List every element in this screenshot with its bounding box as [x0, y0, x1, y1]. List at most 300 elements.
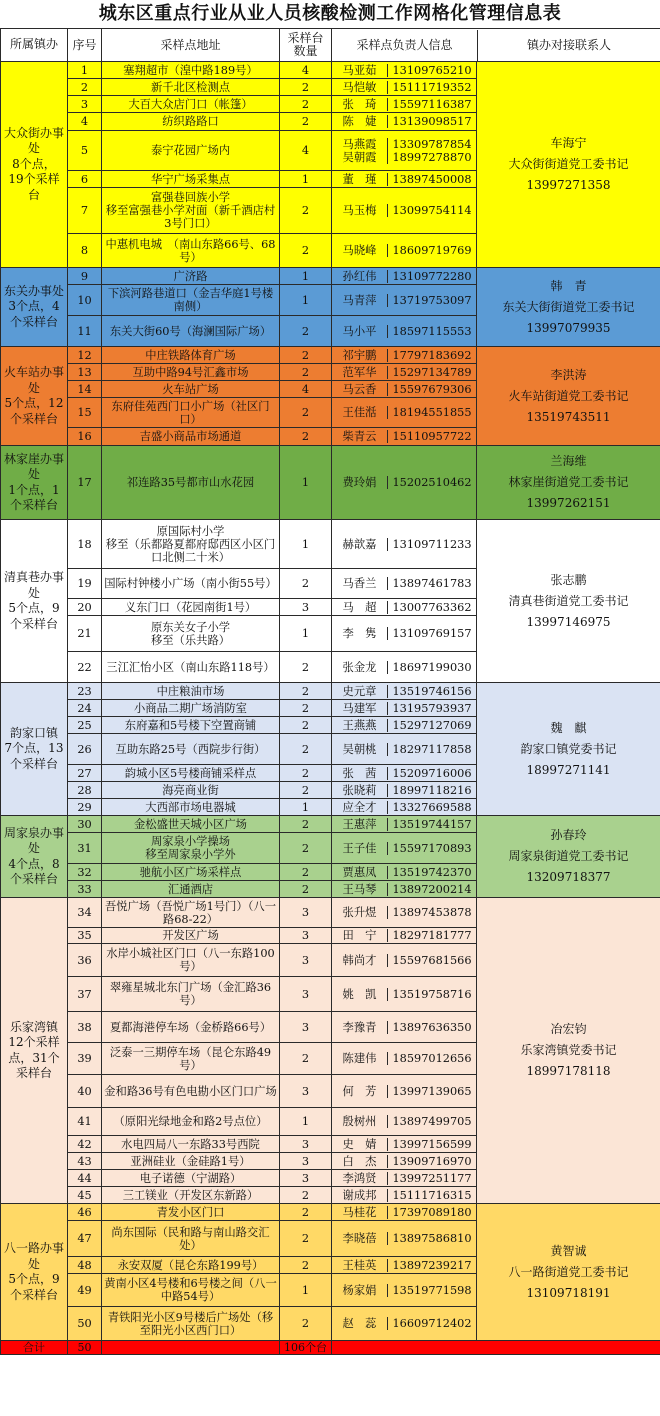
address-cell: 中惠机电城 （南山东路66号、68号） — [102, 234, 280, 268]
count-cell: 3 — [280, 1153, 332, 1170]
seq-cell: 8 — [68, 234, 102, 268]
seq-cell: 17 — [68, 446, 102, 520]
seq-cell: 31 — [68, 833, 102, 864]
contact-cell — [332, 131, 477, 171]
contact-name: 赵 蕊 — [332, 1317, 388, 1330]
contact-cell — [332, 381, 477, 398]
count-cell: 3 — [280, 977, 332, 1012]
contact-phone: 18194551855 — [392, 406, 472, 419]
header-count: 采样台数量 — [280, 29, 332, 62]
contact-cell — [332, 1221, 477, 1257]
contact-name: 张 茜 — [332, 767, 388, 780]
liaison-title: 乐家湾镇党委书记 — [520, 1043, 617, 1057]
count-cell: 2 — [280, 1043, 332, 1075]
address-cell: 永安双厦（昆仑东路199号） — [102, 1257, 280, 1274]
liaison-cell — [477, 1204, 660, 1341]
seq-cell: 43 — [68, 1153, 102, 1170]
liaison-cell — [477, 347, 660, 446]
count-cell: 2 — [280, 96, 332, 113]
header-row — [1, 29, 660, 62]
address-cell: 下滨河路巷道口（金吉华庭1号楼南侧） — [102, 285, 280, 316]
address-cell: 汇通酒店 — [102, 881, 280, 898]
count-cell: 2 — [280, 864, 332, 881]
count-cell: 1 — [280, 268, 332, 285]
contact-name: 马亚茹 — [332, 64, 388, 77]
liaison-title: 韵家口镇党委书记 — [520, 741, 617, 756]
seq-cell: 23 — [68, 683, 102, 700]
contact-phone: 13109769157 — [392, 627, 472, 640]
count-cell: 3 — [280, 1075, 332, 1108]
contact-cell — [332, 881, 477, 898]
contact-phone: 13897450008 — [392, 172, 472, 186]
address-cell: 金松盛世天城小区广场 — [102, 816, 280, 833]
contact-name: 张金龙 — [332, 661, 388, 674]
contact-cell — [332, 700, 477, 717]
contact-phone: 18697199030 — [392, 660, 472, 674]
seq-cell: 39 — [68, 1043, 102, 1075]
contact-name: 马玉梅 — [332, 204, 388, 217]
seq-cell: 30 — [68, 816, 102, 833]
count-cell: 2 — [280, 1204, 332, 1221]
address-cell: 三工镁业（开发区东新路） — [102, 1187, 280, 1204]
contact-cell — [332, 62, 477, 79]
liaison-phone: 13997146975 — [526, 614, 611, 629]
contact-phone: 18597012656 — [392, 1052, 472, 1065]
address-cell: 火车站广场 — [102, 381, 280, 398]
liaison-title: 周家泉街道党工委书记 — [508, 849, 629, 863]
header-address: 采样点地址 — [102, 29, 280, 62]
address-cell: 青铁阳光小区9号楼后广场处（移至阳光小区西门口） — [102, 1307, 280, 1341]
contact-phone: 15597679306 — [392, 382, 472, 396]
contact-phone: 13007763362 — [392, 600, 472, 614]
contact-cell — [332, 347, 477, 364]
total-seq: 50 — [68, 1341, 102, 1355]
contact-phone: 17797183692 — [392, 348, 472, 362]
liaison-phone: 18997271141 — [526, 762, 611, 777]
contact-name: 马桂花 — [332, 1206, 388, 1219]
address-cell: 夏都海港停车场（金桥路66号） — [102, 1012, 280, 1043]
seq-cell: 29 — [68, 799, 102, 816]
contact-cell — [332, 898, 477, 928]
seq-cell: 5 — [68, 131, 102, 171]
total-row — [1, 1341, 660, 1355]
seq-cell: 33 — [68, 881, 102, 898]
address-cell: 翠雍星城北东门广场（金汇路36号） — [102, 977, 280, 1012]
contact-cell — [332, 428, 477, 446]
address-cell: 华宁广场采集点 — [102, 171, 280, 188]
seq-cell: 18 — [68, 520, 102, 569]
contact-name: 李晓蓓 — [332, 1232, 388, 1245]
contact-phone: 13909716970 — [392, 1154, 472, 1168]
contact-name: 马 超 — [332, 601, 388, 614]
count-cell: 3 — [280, 898, 332, 928]
contact-name: 马小平 — [332, 325, 388, 338]
count-cell: 2 — [280, 364, 332, 381]
office-cell: 东关办事处 3个点，4个采样台 — [1, 268, 68, 347]
contact-phone: 16609712402 — [392, 1317, 472, 1330]
seq-cell: 25 — [68, 717, 102, 734]
contact-name: 柴青云 — [332, 430, 388, 443]
count-cell: 2 — [280, 816, 332, 833]
contact-cell — [332, 171, 477, 188]
contact-cell — [332, 398, 477, 428]
office-cell: 清真巷办事处 5个点，9个采样台 — [1, 520, 68, 683]
count-cell: 2 — [280, 765, 332, 782]
table-row — [1, 898, 660, 928]
address-cell: 互助中路94号汇鑫市场 — [102, 364, 280, 381]
seq-cell: 50 — [68, 1307, 102, 1341]
address-cell: 三江汇怡小区（南山东路118号） — [102, 652, 280, 683]
seq-cell: 9 — [68, 268, 102, 285]
liaison-phone: 13519743511 — [526, 409, 611, 424]
office-cell: 林家崖办事处 1个点，1个采样台 — [1, 446, 68, 520]
liaison-cell — [477, 683, 660, 816]
address-cell: 东关大街60号（海澜国际广场） — [102, 316, 280, 347]
contact-name: 范军华 — [332, 366, 388, 379]
seq-cell: 27 — [68, 765, 102, 782]
count-cell: 4 — [280, 381, 332, 398]
seq-cell: 42 — [68, 1136, 102, 1153]
contact-name: 王燕燕 — [332, 719, 388, 732]
seq-cell: 22 — [68, 652, 102, 683]
count-cell: 1 — [280, 446, 332, 520]
address-cell: 东府佳苑西门口小广场（社区门口） — [102, 398, 280, 428]
seq-cell: 20 — [68, 599, 102, 616]
total-count: 106个台 — [280, 1341, 332, 1355]
count-cell: 2 — [280, 1221, 332, 1257]
address-cell: 义东门口（花园南街1号） — [102, 599, 280, 616]
contact-cell — [332, 188, 477, 234]
contact-name: 董 瑾 — [332, 173, 388, 186]
contact-name: 马建军 — [332, 702, 388, 715]
address-cell: 开发区广场 — [102, 928, 280, 944]
address-cell: 大西部市场电器城 — [102, 799, 280, 816]
count-cell: 2 — [280, 683, 332, 700]
contact-name: 张晓莉 — [332, 784, 388, 797]
seq-cell: 2 — [68, 79, 102, 96]
contact-cell — [332, 1153, 477, 1170]
count-cell: 1 — [280, 1274, 332, 1307]
contact-phone: 17397089180 — [392, 1205, 472, 1219]
count-cell: 3 — [280, 944, 332, 977]
contact-name: 陈 婕 — [332, 115, 388, 128]
table-row — [1, 62, 660, 79]
seq-cell: 19 — [68, 569, 102, 599]
contact-phone: 13897586810 — [392, 1232, 472, 1245]
address-cell: 韵城小区5号楼商铺采样点 — [102, 765, 280, 782]
contact-phone: 13099754114 — [392, 204, 472, 217]
contact-cell — [332, 1012, 477, 1043]
seq-cell: 6 — [68, 171, 102, 188]
contact-cell — [332, 816, 477, 833]
address-cell: 吾悦广场（吾悦广场1号门）（八一路68-22） — [102, 898, 280, 928]
address-cell: 原东关女子小学 移至（乐共路） — [102, 616, 280, 652]
contact-phone: 15597116387 — [392, 97, 472, 111]
contact-phone: 15202510462 — [392, 476, 472, 489]
count-cell: 2 — [280, 398, 332, 428]
contact-name: 马香兰 — [332, 577, 388, 590]
count-cell: 2 — [280, 717, 332, 734]
liaison-name: 冶宏钧 — [550, 1022, 587, 1036]
count-cell: 1 — [280, 616, 332, 652]
contact-phone: 13519746156 — [392, 684, 472, 698]
count-cell: 2 — [280, 782, 332, 799]
contact-cell — [332, 977, 477, 1012]
seq-cell: 48 — [68, 1257, 102, 1274]
address-cell: 金和路36号有色电勘小区门口广场 — [102, 1075, 280, 1108]
contact-name: 李豫青 — [332, 1021, 388, 1034]
seq-cell: 1 — [68, 62, 102, 79]
seq-cell: 34 — [68, 898, 102, 928]
contact-name: 孙红伟 — [332, 270, 388, 283]
total-label: 合计 — [1, 1341, 68, 1355]
count-cell: 2 — [280, 79, 332, 96]
contact-name: 杨家娟 — [332, 1284, 388, 1297]
count-cell: 4 — [280, 131, 332, 171]
liaison-cell — [477, 268, 660, 347]
seq-cell: 47 — [68, 1221, 102, 1257]
contact-phone: 15297127069 — [392, 718, 472, 732]
seq-cell: 26 — [68, 734, 102, 765]
address-cell: 泰宁花园广场内 — [102, 131, 280, 171]
address-cell: 青发小区门口 — [102, 1204, 280, 1221]
liaison-name: 魏 麒 — [550, 720, 587, 735]
contact-name: 王惠萍 — [332, 818, 388, 831]
info-table — [0, 28, 660, 1355]
contact-phone: 13309787854 18997278870 — [392, 137, 472, 164]
contact-cell — [332, 683, 477, 700]
liaison-name: 韩 青 — [550, 278, 587, 293]
address-cell: 尚东国际（民和路与南山路交汇处） — [102, 1221, 280, 1257]
seq-cell: 35 — [68, 928, 102, 944]
liaison-name: 车海宁 — [550, 136, 587, 150]
contact-name: 吴朝桃 — [332, 743, 388, 756]
contact-cell — [332, 799, 477, 816]
seq-cell: 36 — [68, 944, 102, 977]
contact-name: 史 婧 — [332, 1138, 388, 1151]
liaison-cell — [477, 898, 660, 1204]
address-cell: 中庄粮油市场 — [102, 683, 280, 700]
contact-phone: 13195793937 — [392, 701, 472, 715]
contact-name: 李 隽 — [332, 627, 388, 640]
address-cell: 驰航小区广场采样点 — [102, 864, 280, 881]
contact-name: 马青萍 — [332, 294, 388, 307]
contact-name: 马燕霞 吴朝霞 — [332, 138, 388, 164]
contact-cell — [332, 569, 477, 599]
contact-cell — [332, 96, 477, 113]
liaison-title: 林家崖街道党工委书记 — [508, 475, 629, 489]
seq-cell: 12 — [68, 347, 102, 364]
table-row — [1, 520, 660, 569]
contact-name: 谢成邦 — [332, 1189, 388, 1202]
address-cell: 大百大众店门口（帐篷） — [102, 96, 280, 113]
contact-cell — [332, 285, 477, 316]
count-cell: 2 — [280, 833, 332, 864]
contact-cell — [332, 79, 477, 96]
seq-cell: 49 — [68, 1274, 102, 1307]
contact-name: 王桂英 — [332, 1259, 388, 1272]
office-cell: 大众街办事处 8个点， 19个采样台 — [1, 62, 68, 268]
contact-cell — [332, 765, 477, 782]
contact-name: 史元章 — [332, 685, 388, 698]
contact-name: 贾惠凤 — [332, 866, 388, 879]
contact-cell — [332, 1170, 477, 1187]
contact-phone: 13109772280 — [392, 269, 472, 283]
contact-phone: 13109711233 — [392, 537, 472, 551]
count-cell: 2 — [280, 1257, 332, 1274]
liaison-name: 黄智诚 — [550, 1243, 587, 1258]
seq-cell: 46 — [68, 1204, 102, 1221]
address-cell: 国际村钟楼小广场（南小街55号） — [102, 569, 280, 599]
liaison-title: 大众街街道党工委书记 — [508, 157, 629, 171]
contact-name: 田 宁 — [332, 929, 388, 942]
contact-phone: 15597170893 — [392, 841, 472, 855]
contact-phone: 13897239217 — [392, 1258, 472, 1272]
table-row — [1, 816, 660, 833]
count-cell: 1 — [280, 520, 332, 569]
seq-cell: 4 — [68, 113, 102, 131]
seq-cell: 38 — [68, 1012, 102, 1043]
liaison-cell — [477, 62, 660, 268]
contact-cell — [332, 616, 477, 652]
seq-cell: 7 — [68, 188, 102, 234]
header-contact: 采样点负责人信息 — [332, 30, 478, 61]
table-row — [1, 683, 660, 700]
total-blank — [102, 1341, 280, 1355]
seq-cell: 16 — [68, 428, 102, 446]
contact-phone: 18597115553 — [392, 324, 472, 338]
contact-name: 费玲娟 — [332, 476, 388, 489]
contact-name: 韩尚才 — [332, 954, 388, 967]
contact-phone: 15111716315 — [392, 1188, 472, 1202]
address-cell: 亚洲硅业（金硅路1号） — [102, 1153, 280, 1170]
total-blank — [332, 1341, 660, 1355]
contact-phone: 13519758716 — [392, 987, 472, 1001]
contact-name: 白 杰 — [332, 1155, 388, 1168]
contact-cell — [332, 782, 477, 799]
address-cell: 东府嘉和5号楼下空置商铺 — [102, 717, 280, 734]
office-cell: 八一路办事处 5个点，9个采样台 — [1, 1204, 68, 1341]
contact-phone: 13897461783 — [392, 577, 472, 590]
count-cell: 1 — [280, 285, 332, 316]
contact-cell — [332, 1136, 477, 1153]
contact-cell — [332, 944, 477, 977]
seq-cell: 40 — [68, 1075, 102, 1108]
header-contact-liaison — [332, 29, 660, 62]
table-row — [1, 347, 660, 364]
contact-cell — [332, 717, 477, 734]
liaison-phone: 13109718191 — [526, 1285, 611, 1300]
seq-cell: 13 — [68, 364, 102, 381]
liaison-title: 东关大街街道党工委书记 — [502, 299, 635, 314]
contact-cell — [332, 1204, 477, 1221]
page-title: 城东区重点行业从业人员核酸检测工作网格化管理信息表 — [98, 3, 562, 24]
count-cell: 2 — [280, 1307, 332, 1341]
liaison-phone: 13997079935 — [526, 320, 611, 335]
address-cell: 泛泰一三期停车场（昆仑东路49号） — [102, 1043, 280, 1075]
address-cell: 电子诺德（宁湖路） — [102, 1170, 280, 1187]
office-cell: 火车站办事处 5个点，12个采样台 — [1, 347, 68, 446]
count-cell: 2 — [280, 652, 332, 683]
address-cell: （原阳光绿地金和路2号点位） — [102, 1108, 280, 1136]
contact-name: 马恺敏 — [332, 81, 388, 94]
contact-cell — [332, 234, 477, 268]
table-row — [1, 1204, 660, 1221]
contact-cell — [332, 446, 477, 520]
contact-phone: 13109765210 — [392, 63, 472, 77]
contact-name: 马晓峰 — [332, 244, 388, 257]
count-cell: 3 — [280, 599, 332, 616]
contact-phone: 13519771598 — [392, 1283, 472, 1297]
count-cell: 2 — [280, 188, 332, 234]
address-cell: 原国际村小学 移至（乐都路夏都府邸西区小区门口北侧二十米） — [102, 520, 280, 569]
seq-cell: 44 — [68, 1170, 102, 1187]
seq-cell: 15 — [68, 398, 102, 428]
address-cell: 塞翔超市（湟中路189号） — [102, 62, 280, 79]
liaison-phone: 18997178118 — [526, 1064, 611, 1078]
contact-phone: 18609719769 — [392, 244, 472, 257]
contact-phone: 13997156599 — [392, 1137, 472, 1151]
address-cell: 海亮商业街 — [102, 782, 280, 799]
contact-cell — [332, 364, 477, 381]
seq-cell: 45 — [68, 1187, 102, 1204]
address-cell: 黄南小区4号楼和6号楼之间（八一中路54号） — [102, 1274, 280, 1307]
contact-name: 何 芳 — [332, 1085, 388, 1098]
contact-phone: 18297117858 — [392, 742, 472, 756]
count-cell: 2 — [280, 234, 332, 268]
contact-phone: 13519744157 — [392, 817, 472, 831]
contact-cell — [332, 520, 477, 569]
seq-cell: 28 — [68, 782, 102, 799]
contact-cell — [332, 928, 477, 944]
contact-phone: 18997118216 — [392, 783, 472, 797]
contact-phone: 13719753097 — [392, 293, 472, 307]
table-body — [1, 29, 660, 1355]
liaison-title: 八一路街道党工委书记 — [508, 1264, 629, 1279]
count-cell: 2 — [280, 113, 332, 131]
contact-phone: 18297181777 — [392, 929, 472, 942]
seq-cell: 21 — [68, 616, 102, 652]
seq-cell: 14 — [68, 381, 102, 398]
address-cell: 祁连路35号都市山水花园 — [102, 446, 280, 520]
contact-name: 王子佳 — [332, 842, 388, 855]
seq-cell: 32 — [68, 864, 102, 881]
liaison-name: 张志鹏 — [550, 572, 587, 587]
contact-name: 李鸿贤 — [332, 1172, 388, 1185]
contact-cell — [332, 833, 477, 864]
contact-name: 王马琴 — [332, 883, 388, 896]
contact-cell — [332, 652, 477, 683]
count-cell: 3 — [280, 1170, 332, 1187]
contact-cell — [332, 316, 477, 347]
address-cell: 水岸小城社区门口（八一东路100号） — [102, 944, 280, 977]
contact-name: 马云香 — [332, 383, 388, 396]
count-cell: 4 — [280, 62, 332, 79]
contact-cell — [332, 1257, 477, 1274]
contact-name: 王佳湉 — [332, 406, 388, 419]
contact-name: 祁宇鹏 — [332, 349, 388, 362]
contact-name: 张 琦 — [332, 98, 388, 111]
contact-cell — [332, 1187, 477, 1204]
contact-cell — [332, 864, 477, 881]
address-cell: 纺织路路口 — [102, 113, 280, 131]
seq-cell: 24 — [68, 700, 102, 717]
contact-cell — [332, 113, 477, 131]
liaison-name: 兰海维 — [550, 454, 587, 468]
count-cell: 3 — [280, 1136, 332, 1153]
seq-cell: 41 — [68, 1108, 102, 1136]
count-cell: 1 — [280, 1108, 332, 1136]
